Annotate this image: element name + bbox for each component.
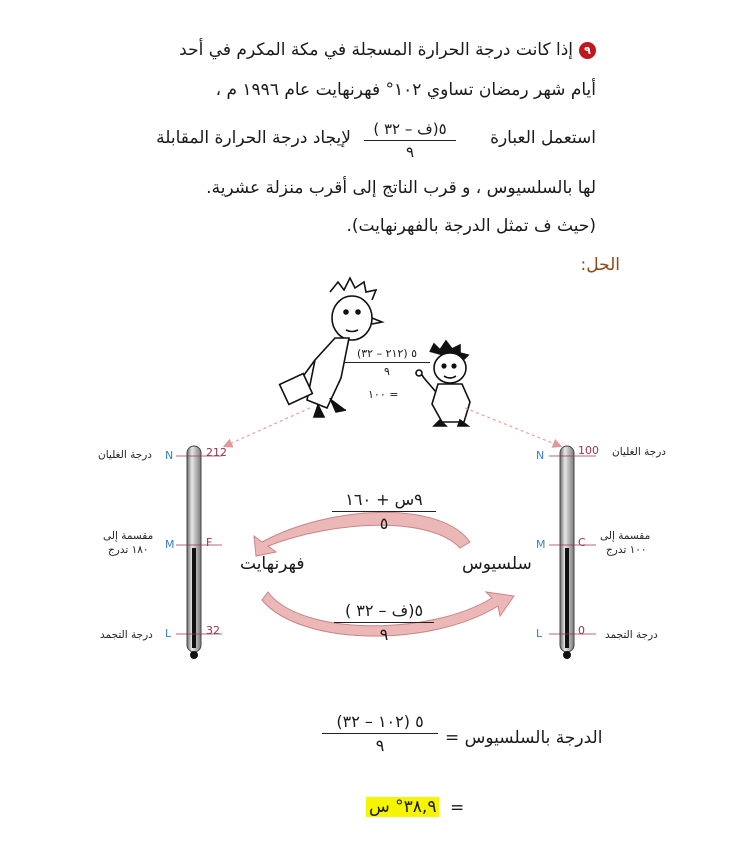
right-tick-N: N: [536, 449, 545, 462]
answer-result-highlight: ٣٨,٩° س: [366, 797, 439, 817]
top-conversion-fraction: ٩س + ١٦٠ ٥: [332, 490, 436, 533]
solution-label: الحل:: [580, 255, 620, 275]
speech-fraction: ٥ (٢١٢ – ٣٢) ٩: [344, 347, 430, 378]
line3-before: استعمل العبارة: [490, 128, 596, 148]
right-boiling-label: درجة الغليان: [612, 446, 666, 458]
problem-number-badge: ٩: [579, 42, 596, 59]
right-freezing-label: درجة التجمد: [605, 629, 658, 641]
answer-label: الدرجة بالسلسيوس =: [445, 728, 603, 748]
right-value-100: 100: [578, 444, 599, 457]
left-freezing-label: درجة التجمد: [100, 629, 153, 641]
left-tick-M: M: [165, 538, 175, 551]
bottom-conversion-fraction: ٥(ف – ٣٢ ) ٩: [334, 601, 434, 644]
celsius-label: سلسيوس: [462, 554, 532, 574]
right-value-0: 0: [578, 624, 585, 637]
right-value-C: C: [578, 536, 586, 549]
line3-after: لإيجاد درجة الحرارة المقابلة: [156, 128, 351, 148]
left-divided-label-2: ١٨٠ تدرج: [108, 544, 149, 556]
left-tick-N: N: [165, 449, 174, 462]
left-tick-L: L: [165, 627, 172, 640]
answer-result: [366, 797, 439, 817]
left-value-32: 32: [206, 624, 220, 637]
left-value-212: 212: [206, 446, 227, 459]
speech-result: = ١٠٠: [368, 388, 399, 401]
line3-fraction: ٥(ف – ٣٢ ) ٩: [364, 120, 456, 161]
right-divided-label-1: مقسمة إلى: [600, 530, 651, 542]
problem-line-5: (حيث ف تمثل الدرجة بالفهرنهايت).: [346, 216, 596, 236]
left-value-F: F: [206, 536, 213, 549]
answer-equals: =: [450, 798, 465, 818]
right-divided-label-2: ١٠٠ تدرج: [606, 544, 647, 556]
problem-line-1: ٩إذا كانت درجة الحرارة المسجلة في مكة المكرم في أحد: [179, 40, 596, 60]
celsius-thermometer: [549, 446, 596, 659]
left-divided-label-1: مقسمة إلى: [103, 530, 154, 542]
right-tick-L: L: [536, 627, 543, 640]
right-tick-M: M: [536, 538, 546, 551]
fahrenheit-label: فهرنهايت: [240, 554, 305, 574]
problem-line-4: لها بالسلسيوس ، و قرب الناتج إلى أقرب منزلة عشرية.: [206, 178, 596, 198]
left-boiling-label: درجة الغليان: [98, 449, 152, 461]
answer-fraction: ٥ (١٠٢ – ٣٢) ٩: [322, 712, 438, 755]
problem-line-2: أيام شهر رمضان تساوي ١٠٢° فهرنهايت عام ١٩٩٦ م ،: [215, 80, 596, 100]
